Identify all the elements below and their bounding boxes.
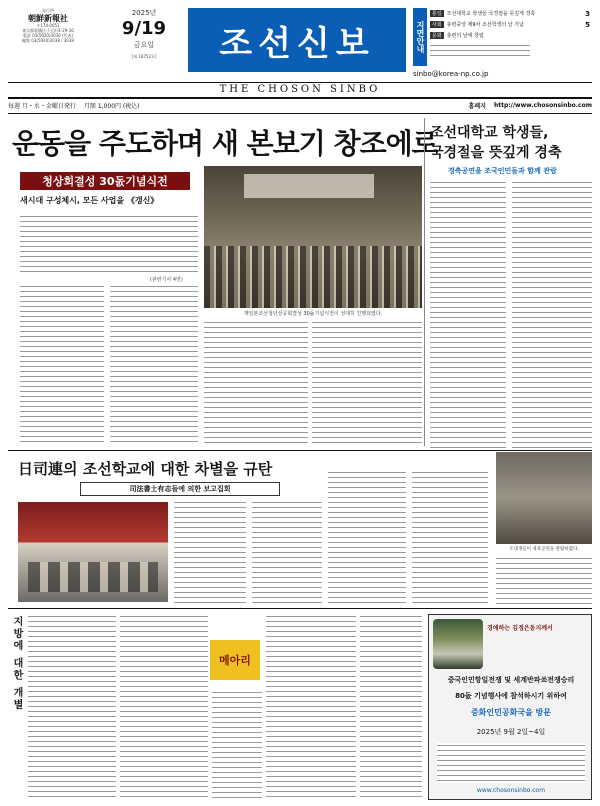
publisher-block — [8, 8, 88, 74]
ad-url[interactable]: www.chosonsinbo.com — [476, 787, 546, 794]
contents-vertical-tag — [413, 8, 427, 66]
column-vertical-title — [8, 616, 24, 736]
ad-line-4: 중화인민공화국을 방문 — [470, 708, 552, 717]
second-subhead-box — [80, 482, 280, 496]
contents-label: 문화 — [432, 33, 442, 39]
lead-body-col4 — [312, 320, 422, 444]
contents-text: 조선대학교 학생들 국경절을 뜻깊게 경축 — [446, 11, 536, 17]
second-body-col1 — [174, 500, 246, 604]
second-body-col2 — [252, 500, 322, 604]
lead-subhead: 새시대 구성체시, 모든 사업을 《갱신》 — [20, 196, 159, 205]
side-photo-text — [496, 556, 592, 604]
contents-page: 5 — [585, 20, 590, 29]
contents-text: 총련중앙 제9차 조선학생의 날 기념 — [446, 22, 524, 28]
lead-body-col1 — [20, 284, 104, 444]
date-year: 2025년 — [131, 9, 157, 17]
side-photo — [496, 452, 592, 544]
date-weekday: 금요일 — [133, 41, 155, 49]
issue-number: [제 18752호] — [131, 54, 157, 59]
publisher-postcode: 〒174-0051 — [36, 23, 60, 28]
masthead-logo: 조선신보 — [219, 23, 375, 64]
ad-photo — [433, 619, 483, 669]
second-subhead: 司法書士有志들에 의한 보고집회 — [129, 485, 231, 493]
lead-headline: 운동을 주도하며 새 본보기 창조에로 — [12, 127, 438, 160]
lead-banner-text: 청상회결성 30돐기념식전 — [42, 175, 168, 188]
lead-body-col2 — [110, 284, 198, 444]
side-photo-caption: 조대생들이 경축공연을 관람하였다. — [509, 547, 579, 552]
side-body-col1 — [430, 180, 506, 448]
column-body-5 — [360, 614, 422, 800]
info-bar-rule — [8, 113, 592, 114]
price: 月額 1,000円 (税込) — [83, 102, 140, 110]
date-day: 9/19 — [121, 18, 167, 39]
publisher-name: 朝鮮新報社 — [28, 13, 68, 23]
second-body-col3 — [328, 470, 406, 604]
column-body-2 — [120, 614, 208, 800]
publisher-address: 東京都板橋区小豆沢4-29-16 — [22, 28, 74, 33]
section-rule — [8, 450, 592, 451]
column-body-1 — [28, 614, 116, 800]
contents-item[interactable] — [430, 30, 590, 41]
contents-item[interactable] — [430, 19, 590, 30]
second-headline: 日司連의 조선학교에 대한 차별을 규탄 — [18, 460, 273, 478]
romanized-title: THE CHOSON SINBO — [219, 84, 381, 95]
publisher-tel: 電話 03(5920)3030 (代表) — [22, 33, 74, 38]
column-logo: 메아리 — [219, 654, 251, 667]
contents-tag-text: 지면안내 — [416, 21, 425, 53]
second-photo — [18, 502, 168, 602]
lead-intro-text — [20, 214, 198, 272]
column-logo-box — [210, 640, 260, 680]
contents-filler — [430, 43, 530, 57]
ad-box[interactable] — [428, 614, 592, 800]
side-headline-2: 국경절을 뜻깊게 경축 — [430, 145, 562, 161]
ad-footer: 2025년 9월 2일~4일 — [476, 728, 546, 736]
masthead-rule — [8, 82, 592, 83]
ad-line-1: 경애하는 김정은동지께서 — [487, 625, 553, 632]
contents-page: 3 — [585, 9, 590, 18]
bottom-rule — [8, 608, 592, 609]
lead-body-col3 — [204, 320, 308, 444]
date-block — [104, 8, 184, 74]
ad-detail — [437, 743, 585, 783]
masthead-logo-box — [188, 8, 406, 72]
column-body-4 — [266, 614, 356, 800]
contents-label: 사회 — [432, 22, 442, 28]
schedule: 毎週 月・水・金曜日発行 — [8, 102, 76, 110]
side-body-col2 — [512, 180, 592, 448]
lead-photo-caption: 재일본조선청년상공회결성 30돐기념식전이 성대히 진행되였다. — [243, 311, 383, 317]
column-divider — [424, 118, 425, 446]
side-headline-1: 조선대학교 학생들, — [430, 125, 549, 141]
contents-list — [430, 8, 590, 66]
lead-banner — [20, 172, 190, 190]
publisher-fax: 編集 03(5920)3038 / 3039 — [22, 38, 74, 43]
lead-byline: (관련기사 4면) — [150, 277, 183, 283]
second-body-col4 — [412, 470, 488, 604]
column-title-text: 지방에 대한 개별 — [11, 616, 22, 711]
lead-photo — [204, 166, 422, 308]
email[interactable]: sinbo@korea-np.co.jp — [413, 70, 489, 78]
publisher-label: 発行所 — [42, 8, 54, 13]
side-subhead: 경축공연을 조국인민들과 함께 관람 — [448, 167, 557, 175]
info-bar — [8, 99, 592, 111]
homepage-url[interactable]: http://www.chosonsinbo.com — [493, 101, 592, 109]
homepage-label: 홈페지 — [468, 102, 486, 110]
ad-line-2: 중국인민항일전쟁 및 세계반파쑈전쟁승리 — [447, 676, 575, 684]
ad-line-3: 80돐 기념행사에 참석하시기 위하여 — [455, 692, 567, 700]
contents-label: 통일 — [432, 11, 442, 17]
contents-text: 총련의 날에 창립 — [446, 33, 484, 39]
column-body-3 — [212, 690, 262, 800]
contents-item[interactable] — [430, 8, 590, 19]
